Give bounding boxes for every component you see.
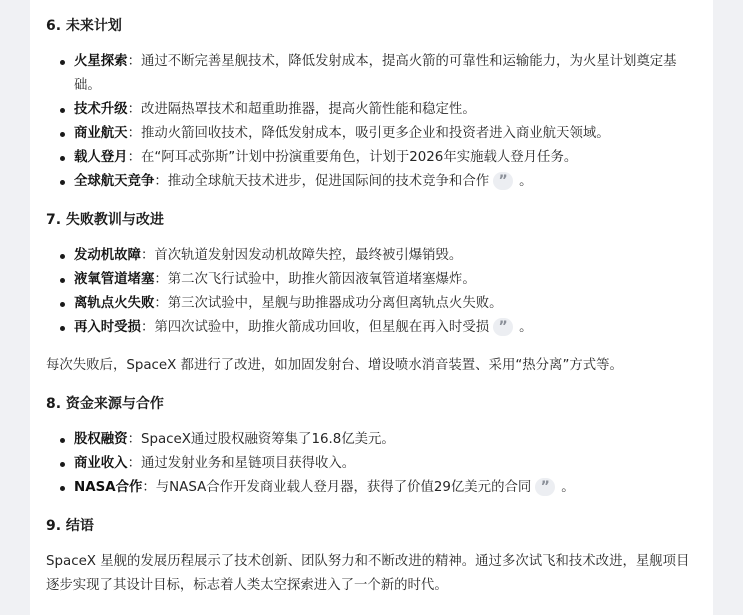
item-text: SpaceX通过股权融资筹集了16.8亿美元。	[140, 432, 395, 447]
citation-quote-icon[interactable]: ”	[493, 318, 513, 336]
section-heading-future-plans: 6. 未来计划	[46, 18, 122, 34]
item-term: 发动机故障	[74, 248, 141, 263]
list-item: 载人登月：在“阿耳忒弥斯”计划中扮演重要角色，计划于2026年实施载人登月任务。	[46, 146, 696, 170]
failure-lessons-list	[46, 244, 696, 340]
list-item: 全球航天竞争：推动全球航天技术进步，促进国际间的技术竞争和合作 ” 。	[46, 170, 696, 194]
list-item: 商业航天：推动火箭回收技术，降低发射成本，吸引更多企业和投资者进入商业航天领域。	[46, 122, 696, 146]
list-item: 技术升级：改进隔热罩技术和超重助推器，提高火箭性能和稳定性。	[46, 98, 696, 122]
item-text: 推动火箭回收技术，降低发射成本，吸引更多企业和投资者进入商业航天领域。	[140, 126, 610, 141]
citation-quote-icon[interactable]: ”	[535, 478, 555, 496]
section-heading-failure-lessons: 7. 失败教训与改进	[46, 212, 164, 228]
list-item: 液氧管道堵塞：第二次飞行试验中，助推火箭因液氧管道堵塞爆炸。	[46, 268, 696, 292]
item-term: 股权融资	[74, 432, 128, 447]
section-heading-funding: 8. 资金来源与合作	[46, 396, 164, 412]
list-item: 发动机故障：首次轨道发射因发动机故障失控，最终被引爆销毁。	[46, 244, 696, 268]
item-text: 在“阿耳忒弥斯”计划中扮演重要角色，计划于2026年实施载人登月任务。	[140, 150, 578, 165]
list-item: 离轨点火失败：第三次试验中，星舰与助推器成功分离但离轨点火失败。	[46, 292, 696, 316]
item-text: 第四次试验中，助推火箭成功回收，但星舰在再入时受损	[154, 320, 490, 335]
chat-message-panel	[30, 0, 713, 615]
item-term: 离轨点火失败	[74, 296, 155, 311]
item-text: 推动全球航天技术进步，促进国际间的技术竞争和合作	[167, 174, 490, 189]
list-item: 再入时受损：第四次试验中，助推火箭成功回收，但星舰在再入时受损 ” 。	[46, 316, 696, 340]
conclusion-paragraph: SpaceX 星舰的发展历程展示了技术创新、团队努力和不断改进的精神。通过多次试飞和技术改进，星舰项目逐步实现了其设计目标，标志着人类太空探索进入了一个新的时代。	[46, 554, 690, 593]
item-term: 液氧管道堵塞	[74, 272, 155, 287]
item-term: 技术升级	[74, 102, 128, 117]
item-term: NASA合作	[74, 480, 143, 495]
item-term: 商业航天	[74, 126, 128, 141]
item-text: 第三次试验中，星舰与助推器成功分离但离轨点火失败。	[167, 296, 503, 311]
future-plans-list	[46, 50, 696, 194]
answer-content	[46, 16, 696, 598]
funding-list	[46, 428, 696, 500]
item-text: 通过发射业务和星链项目获得收入。	[140, 456, 356, 471]
item-term: 全球航天竞争	[74, 174, 155, 189]
item-term: 再入时受损	[74, 320, 141, 335]
list-item: NASA合作：与NASA合作开发商业载人登月器，获得了价值29亿美元的合同 ” 。	[46, 476, 696, 500]
section-heading-conclusion: 9. 结语	[46, 518, 94, 534]
item-text: 通过不断完善星舰技术，降低发射成本，提高火箭的可靠性和运输能力，为火星计划奠定基础。	[74, 54, 677, 93]
citation-quote-icon[interactable]: ”	[493, 172, 513, 190]
item-text: 改进隔热罩技术和超重助推器，提高火箭性能和稳定性。	[140, 102, 476, 117]
failure-summary-paragraph: 每次失败后，SpaceX 都进行了改进，如加固发射台、增设喷水消音装置、采用“热分离”方式等。	[46, 358, 623, 373]
list-item: 火星探索：通过不断完善星舰技术，降低发射成本，提高火箭的可靠性和运输能力，为火星计划奠定基础。	[46, 50, 696, 98]
item-text: 首次轨道发射因发动机故障失控，最终被引爆销毁。	[154, 248, 463, 263]
list-item: 商业收入：通过发射业务和星链项目获得收入。	[46, 452, 696, 476]
item-text: 第二次飞行试验中，助推火箭因液氧管道堵塞爆炸。	[167, 272, 476, 287]
list-item: 股权融资：SpaceX通过股权融资筹集了16.8亿美元。	[46, 428, 696, 452]
item-term: 商业收入	[74, 456, 128, 471]
item-term: 火星探索	[74, 54, 128, 69]
item-text: 与NASA合作开发商业载人登月器，获得了价值29亿美元的合同	[155, 480, 532, 495]
item-term: 载人登月	[74, 150, 128, 165]
